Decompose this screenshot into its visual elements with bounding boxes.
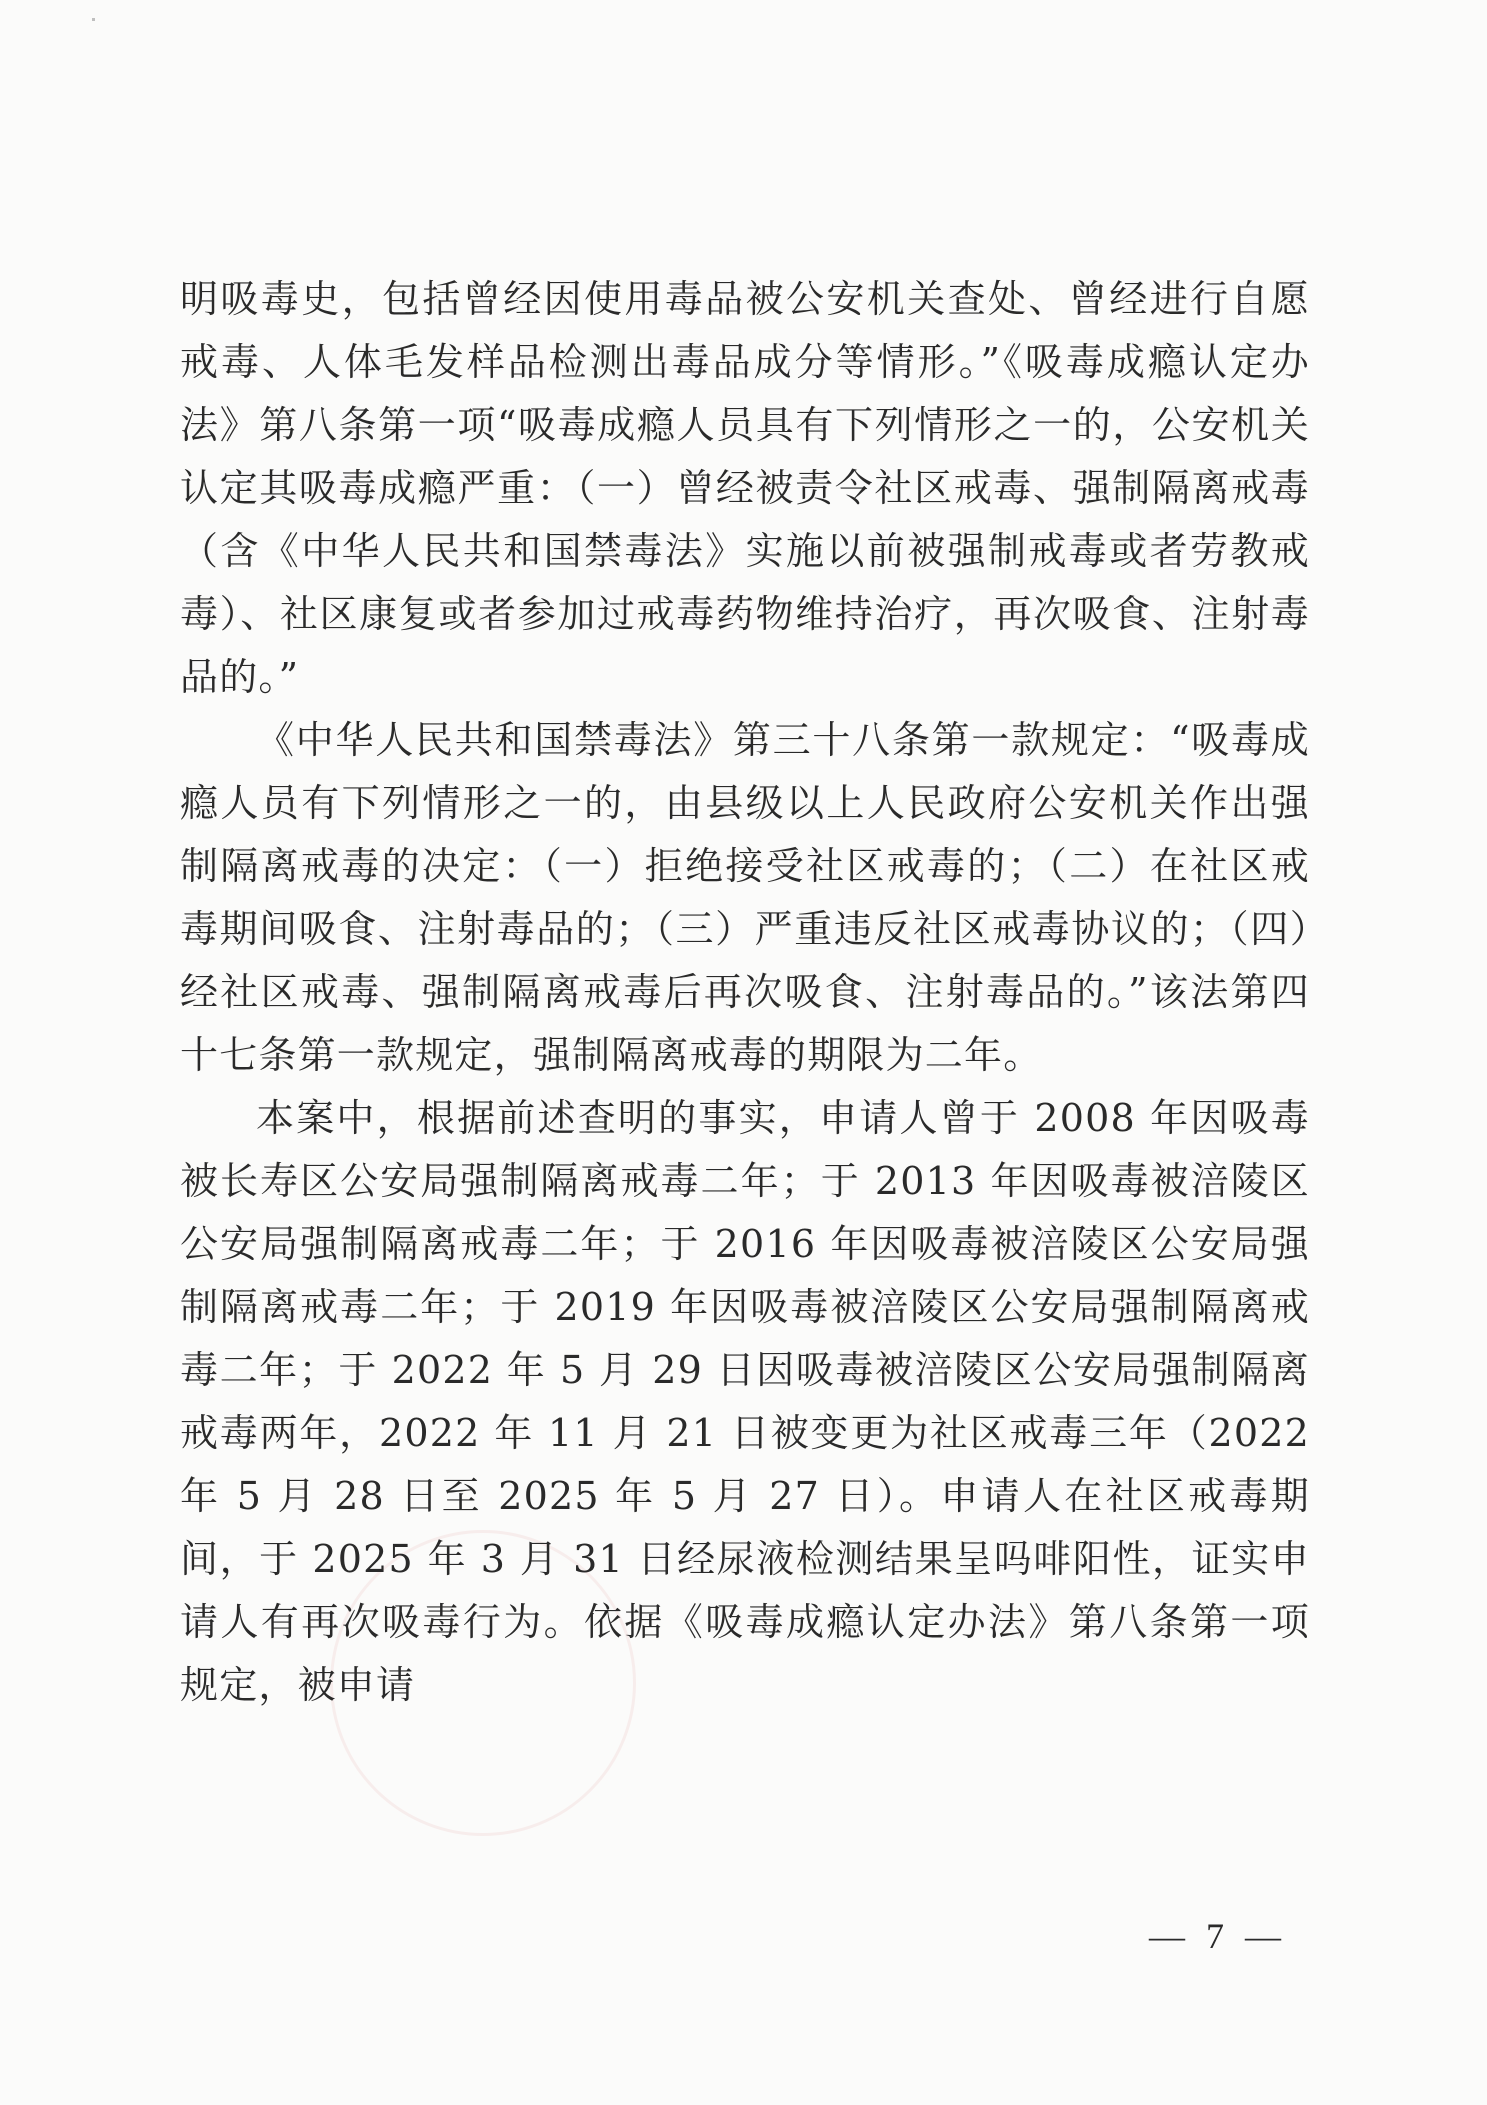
scan-artifact	[92, 18, 95, 21]
document-body	[180, 268, 1310, 1717]
paragraph-3: 本案中，根据前述查明的事实，申请人曾于 2008 年因吸毒被长寿区公安局强制隔离戒毒二年；于 2013 年因吸毒被涪陵区公安局强制隔离戒毒二年；于 2016 年因吸毒被涪陵区公安局强制隔离戒毒二年；于 2019 年因吸毒被涪陵区公安局强制隔离戒毒二年；于 2022 年 5 月 29 日因吸毒被涪陵区公安局强制隔离戒毒两年，2022 年 11 月 21 日被变更为社区戒毒三年（2022 年 5 月 28 日至 2025 年 5 月 27 日）。申请人在社区戒毒期间，于 2025 年 3 月 31 日经尿液检测结果呈吗啡阳性，证实申请人有再次吸毒行为。依据《吸毒成瘾认定办法》第八条第一项规定，被申请	[180, 1096, 1310, 1707]
page-number: — 7 —	[1149, 1916, 1287, 1956]
paragraph-2: 《中华人民共和国禁毒法》第三十八条第一款规定：“吸毒成瘾人员有下列情形之一的，由县级以上人民政府公安机关作出强制隔离戒毒的决定：（一）拒绝接受社区戒毒的；（二）在社区戒毒期间吸食、注射毒品的；（三）严重违反社区戒毒协议的；（四）经社区戒毒、强制隔离戒毒后再次吸食、注射毒品的。”该法第四十七条第一款规定，强制隔离戒毒的期限为二年。	[180, 718, 1310, 1077]
paragraph-1: 明吸毒史，包括曾经因使用毒品被公安机关查处、曾经进行自愿戒毒、人体毛发样品检测出毒品成分等情形。”《吸毒成瘾认定办法》第八条第一项“吸毒成瘾人员具有下列情形之一的，公安机关认定其吸毒成瘾严重：（一）曾经被责令社区戒毒、强制隔离戒毒（含《中华人民共和国禁毒法》实施以前被强制戒毒或者劳教戒毒）、社区康复或者参加过戒毒药物维持治疗，再次吸食、注射毒品的。”	[180, 277, 1310, 699]
